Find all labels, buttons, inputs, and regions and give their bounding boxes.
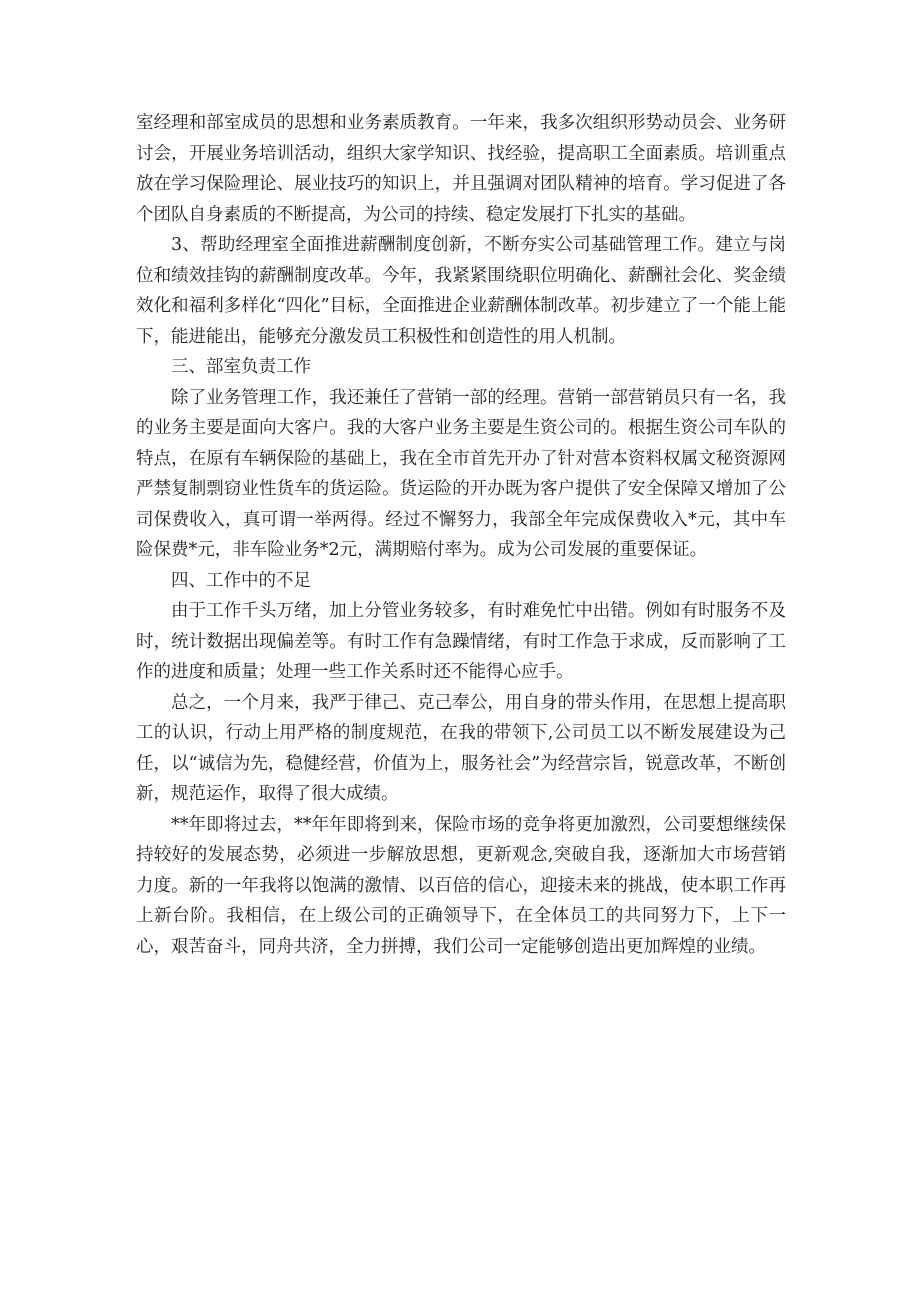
document-body — [136, 108, 786, 962]
paragraph-salary-reform: 3、帮助经理室全面推进薪酬制度创新，不断夯实公司基础管理工作。建立与岗位和绩效挂钩的薪酬制度改革。今年，我紧紧围绕职位明确化、薪酬社会化、奖金绩效化和福利多样化“四化”目标，全面推进企业薪酬体制改革。初步建立了一个能上能下，能进能出，能够充分激发员工积极性和创造性的用人机制。 — [136, 235, 786, 347]
paragraph-intro-continuation: 室经理和部室成员的思想和业务素质教育。一年来，我多次组织形势动员会、业务研讨会，开展业务培训活动，组织大家学知识、找经验，提高职工全面素质。培训重点放在学习保险理论、展业技巧的知识上，并且强调对团队精神的培育。学习促进了各个团队自身素质的不断提高，为公司的持续、稳定发展打下扎实的基础。 — [136, 113, 786, 225]
paragraph-outlook: **年即将过去，**年年即将到来，保险市场的竞争将更加激烈，公司要想继续保持较好的发展态势，必须进一步解放思想，更新观念,突破自我，逐渐加大市场营销力度。新的一年我将以饱满的激情、以百倍的信心，迎接未来的挑战，使本职工作再上新台阶。我相信，在上级公司的正确领导下，在全体员工的共同努力下，上下一心，艰苦奋斗，同舟共济，全力拼搏，我们公司一定能够创造出更加辉煌的业绩。 — [136, 814, 786, 957]
paragraph-shortcomings: 由于工作千头万绪，加上分管业务较多，有时难免忙中出错。例如有时服务不及时，统计数据出现偏差等。有时工作有急躁情绪，有时工作急于求成，反而影响了工作的进度和质量；处理一些工作关系时还不能得心应手。 — [136, 601, 786, 682]
paragraph-summary: 总之，一个月来，我严于律己、克己奉公，用自身的带头作用，在思想上提高职工的认识，行动上用严格的制度规范，在我的带领下,公司员工以不断发展建设为己任，以“诚信为先，稳健经营，价值为上，服务社会”为经营宗旨，锐意改革，不断创新，规范运作，取得了很大成绩。 — [136, 692, 786, 804]
paragraph-department-work: 除了业务管理工作，我还兼任了营销一部的经理。营销一部营销员只有一名，我的业务主要是面向大客户。我的大客户业务主要是生资公司的。根据生资公司车队的特点，在原有车辆保险的基础上，我在全市首先开办了针对营本资料权属文秘资源网严禁复制剽窃业性货车的货运险。货运险的开办既为客户提供了安全保障又增加了公司保费收入，真可谓一举两得。经过不懈努力，我部全年完成保费收入*元，其中车险保费*元，非车险业务*2元，满期赔付率为。成为公司发展的重要保证。 — [136, 387, 786, 560]
section-heading-department-work: 三、部室负责工作 — [171, 357, 311, 377]
section-heading-shortcomings: 四、工作中的不足 — [171, 570, 311, 591]
